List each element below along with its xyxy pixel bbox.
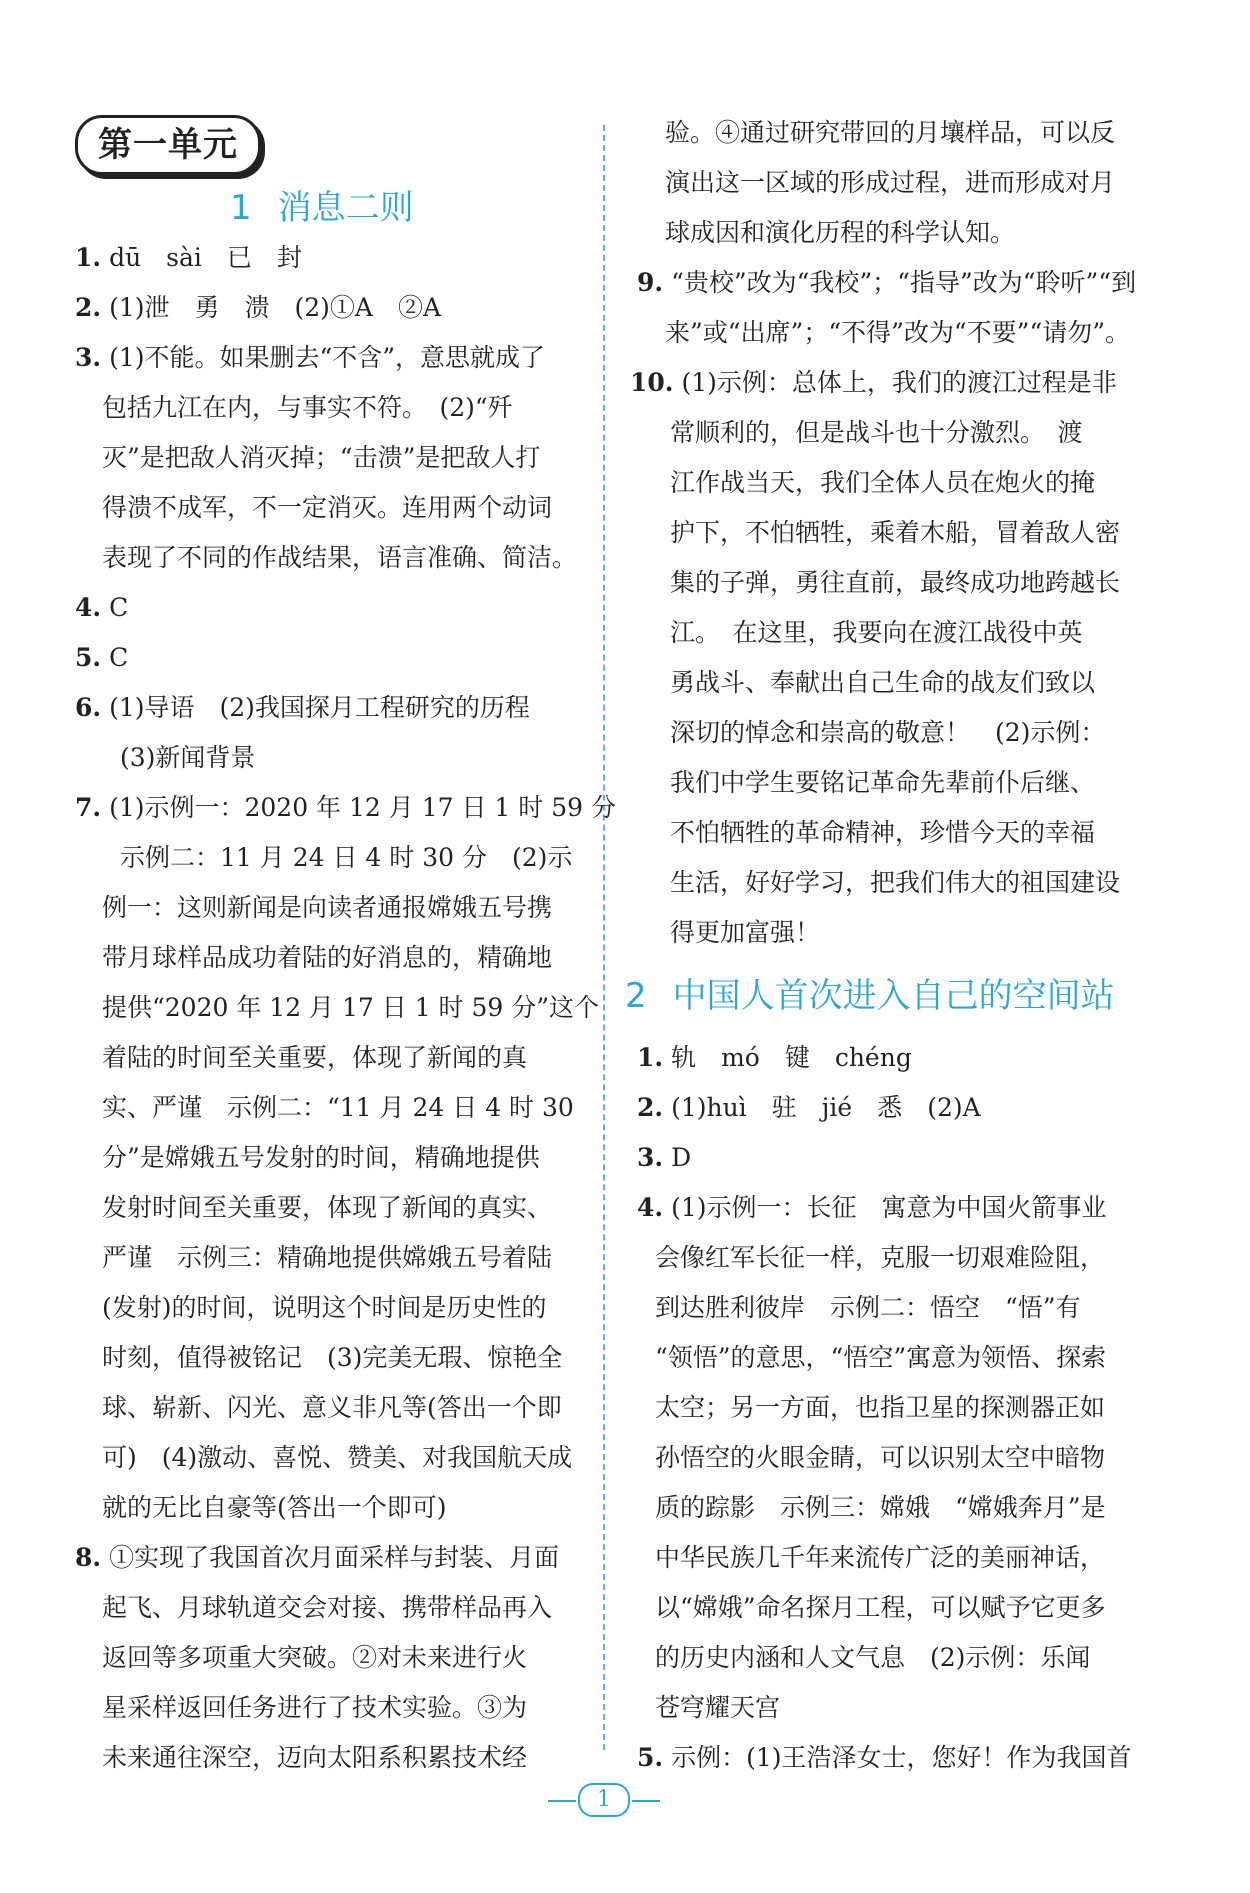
column-divider: [603, 125, 605, 1750]
unit-title: 第一单元: [75, 115, 261, 175]
answer-line: 生活，好好学习，把我们伟大的祖国建设: [670, 868, 1121, 897]
question-number: 4.: [637, 1193, 664, 1222]
answer-line: 表现了不同的作战结果，语言准确、简洁。: [102, 543, 578, 572]
answer-line: 时刻，值得被铭记 (3)完美无瑕、惊艳全: [102, 1343, 563, 1372]
answer-line: 6. (1)导语 (2)我国探月工程研究的历程: [75, 693, 530, 722]
answer-line: 护下，不怕牺牲，乘着木船，冒着敌人密: [670, 518, 1121, 547]
question-number: 9.: [637, 268, 664, 297]
answer-line: 1. 轨 mó 键 chéng: [637, 1043, 912, 1072]
section-2-number: 2: [625, 976, 647, 1016]
question-number: 6.: [75, 693, 102, 722]
answer-line: 4. (1)示例一：长征 寓意为中国火箭事业: [637, 1193, 1107, 1222]
answer-line: 我们中学生要铭记革命先辈前仆后继、: [670, 768, 1096, 797]
answer-line: 得溃不成军，不一定消灭。连用两个动词: [102, 493, 553, 522]
answer-line: 例一：这则新闻是向读者通报嫦娥五号携: [102, 893, 553, 922]
answer-line: 5. C: [75, 643, 129, 672]
answer-line: 带月球样品成功着陆的好消息的，精确地: [102, 943, 553, 972]
answer-line: 灭”是把敌人消灭掉；“击溃”是把敌人打: [102, 443, 541, 472]
answer-line: 提供“2020 年 12 月 17 日 1 时 59 分”这个: [102, 993, 600, 1022]
answer-line: 太空；另一方面，也指卫星的探测器正如: [655, 1393, 1106, 1422]
answer-line: 9. “贵校”改为“我校”；“指导”改为“聆听”“到: [637, 268, 1137, 297]
section-2-label: 中国人首次进入自己的空间站: [672, 976, 1115, 1016]
answer-line: 返回等多项重大突破。②对未来进行火: [102, 1643, 528, 1672]
question-number: 1.: [75, 243, 102, 272]
answer-line: 质的踪影 示例三：嫦娥 “嫦娥奔月”是: [655, 1493, 1106, 1522]
answer-line: 球、崭新、闪光、意义非凡等(答出一个即: [102, 1393, 562, 1422]
section-1-number: 1: [230, 188, 252, 228]
section-1-label: 消息二则: [277, 188, 414, 228]
section-2-title: [625, 968, 1115, 1017]
answer-line: 7. (1)示例一：2020 年 12 月 17 日 1 时 59 分: [75, 793, 616, 822]
question-number: 4.: [75, 593, 102, 622]
question-number: 3.: [637, 1143, 664, 1172]
answer-line: 到达胜利彼岸 示例二：悟空 “悟”有: [655, 1293, 1081, 1322]
answer-line: 不怕牺牲的革命精神，珍惜今天的幸福: [670, 818, 1096, 847]
answer-line: 3. (1)不能。如果删去“不含”，意思就成了: [75, 343, 546, 372]
answer-line: 发射时间至关重要，体现了新闻的真实、: [102, 1193, 553, 1222]
answer-line: 验。④通过研究带回的月壤样品，可以反: [665, 118, 1116, 147]
answer-line: (3)新闻背景: [120, 743, 256, 772]
answer-line: 苍穹耀天宫: [655, 1693, 781, 1722]
answer-line: 演出这一区域的形成过程，进而形成对月: [665, 168, 1116, 197]
page-number: 1: [578, 1783, 630, 1817]
answer-line: 孙悟空的火眼金睛，可以识别太空中暗物: [655, 1443, 1106, 1472]
answer-line: 深切的悼念和崇高的敬意！ (2)示例：: [670, 718, 1106, 747]
answer-line: 得更加富强！: [670, 918, 821, 947]
answer-line: 以“嫦娥”命名探月工程，可以赋予它更多: [655, 1593, 1106, 1622]
answer-line: 勇战斗、奉献出自己生命的战友们致以: [670, 668, 1096, 697]
answer-line: (发射)的时间，说明这个时间是历史性的: [102, 1293, 547, 1322]
answer-line: “领悟”的意思，“悟空”寓意为领悟、探索: [655, 1343, 1107, 1372]
answer-line: 起飞、月球轨道交会对接、携带样品再入: [102, 1593, 553, 1622]
answer-line: 星采样返回任务进行了技术实验。③为: [102, 1693, 528, 1722]
answer-line: 2. (1)泄 勇 溃 (2)①A ②A: [75, 293, 441, 322]
question-number: 10.: [630, 368, 674, 397]
question-number: 3.: [75, 343, 102, 372]
question-number: 5.: [637, 1743, 664, 1772]
question-number: 2.: [75, 293, 102, 322]
answer-line: 分”是嫦娥五号发射的时间，精确地提供: [102, 1143, 540, 1172]
question-number: 5.: [75, 643, 102, 672]
answer-line: 球成因和演化历程的科学认知。: [665, 218, 1016, 247]
answer-line: 着陆的时间至关重要，体现了新闻的真: [102, 1043, 528, 1072]
answer-line: 10. (1)示例：总体上，我们的渡江过程是非: [630, 368, 1117, 397]
answer-line: 包括九江在内，与事实不符。 (2)“歼: [102, 393, 513, 422]
answer-line: 实、严谨 示例二：“11 月 24 日 4 时 30: [102, 1093, 574, 1122]
answer-line: 可) (4)激动、喜悦、赞美、对我国航天成: [102, 1443, 573, 1472]
question-number: 8.: [75, 1543, 102, 1572]
answer-line: 就的无比自豪等(答出一个即可): [102, 1493, 447, 1522]
answer-line: 的历史内涵和人文气息 (2)示例：乐闻: [655, 1643, 1091, 1672]
answer-line: 8. ①实现了我国首次月面采样与封装、月面: [75, 1543, 560, 1572]
answer-line: 1. dū sài 已 封: [75, 243, 302, 272]
answer-line: 示例二：11 月 24 日 4 时 30 分 (2)示: [120, 843, 573, 872]
answer-line: 中华民族几千年来流传广泛的美丽神话，: [655, 1543, 1106, 1572]
answer-line: 来”或“出席”；“不得”改为“不要”“请勿”。: [665, 318, 1131, 347]
question-number: 2.: [637, 1093, 664, 1122]
answer-line: 集的子弹，勇往直前，最终成功地跨越长: [670, 568, 1121, 597]
answer-line: 江。 在这里，我要向在渡江战役中英: [670, 618, 1083, 647]
answer-line: 4. C: [75, 593, 129, 622]
question-number: 7.: [75, 793, 102, 822]
answer-line: 严谨 示例三：精确地提供嫦娥五号着陆: [102, 1243, 553, 1272]
answer-line: 未来通往深空，迈向太阳系积累技术经: [102, 1743, 528, 1772]
answer-line: 常顺利的，但是战斗也十分激烈。 渡: [670, 418, 1083, 447]
answer-line: 2. (1)huì 驻 jié 悉 (2)A: [637, 1093, 981, 1122]
section-1-title: [230, 180, 414, 229]
answer-line: 会像红军长征一样，克服一切艰难险阻，: [655, 1243, 1106, 1272]
answer-line: 5. 示例：(1)王浩泽女士，您好！作为我国首: [637, 1743, 1132, 1772]
question-number: 1.: [637, 1043, 664, 1072]
answer-line: 3. D: [637, 1143, 692, 1172]
answer-line: 江作战当天，我们全体人员在炮火的掩: [670, 468, 1096, 497]
